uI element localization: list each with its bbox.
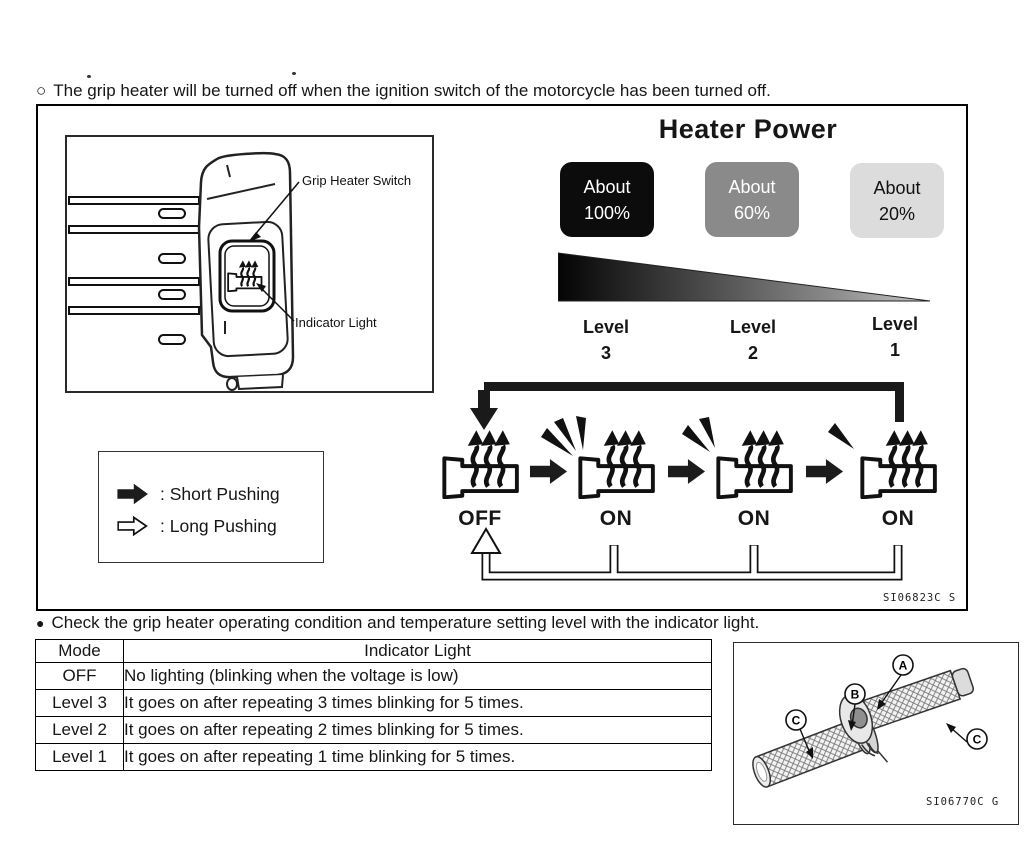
indicator-light-table bbox=[35, 639, 712, 771]
switch-figure-box bbox=[65, 135, 434, 393]
state-flow-diagram bbox=[437, 377, 992, 607]
power-box-100 bbox=[560, 162, 654, 237]
level-word: Level bbox=[729, 317, 777, 337]
state-label-on: ON bbox=[599, 507, 633, 530]
legend-row-short-push bbox=[114, 478, 323, 510]
power-box-line2: 20% bbox=[878, 203, 916, 224]
col-header-mode: Mode bbox=[36, 640, 124, 663]
level-1-label bbox=[850, 311, 940, 363]
grip-heater-switch-button bbox=[220, 241, 274, 311]
legend-row-long-push bbox=[114, 510, 323, 542]
table-row bbox=[36, 744, 712, 771]
indicator-cell: It goes on after repeating 3 times blinking for 5 times. bbox=[124, 690, 712, 717]
power-box-line2: 100% bbox=[583, 202, 631, 223]
level-3-label bbox=[561, 314, 651, 366]
table-row bbox=[36, 663, 712, 690]
long-push-arrow-icon bbox=[114, 515, 152, 537]
col-header-indicator: Indicator Light bbox=[124, 640, 712, 663]
part-label-a: A bbox=[898, 658, 908, 673]
level-2-label bbox=[708, 314, 798, 366]
indicator-cell: It goes on after repeating 2 times blinking for 5 times. bbox=[124, 717, 712, 744]
mode-cell: Level 2 bbox=[36, 717, 124, 744]
grip-parts-figure-box bbox=[733, 642, 1019, 825]
short-push-arrow-icon bbox=[668, 459, 705, 484]
grip-heater-icon-off bbox=[444, 430, 517, 497]
grip-heater-icon-level1 bbox=[862, 430, 935, 497]
power-box-60 bbox=[705, 162, 799, 237]
grip-parts-drawing bbox=[734, 643, 1015, 821]
table-row bbox=[36, 690, 712, 717]
top-note bbox=[36, 81, 771, 101]
state-label-off: OFF bbox=[458, 507, 502, 530]
part-label-b: B bbox=[850, 687, 860, 702]
indicator-callout-label: Indicator Light bbox=[295, 315, 377, 330]
power-box-line1: About bbox=[583, 176, 631, 197]
mode-cell: Level 1 bbox=[36, 744, 124, 771]
push-legend-box bbox=[98, 451, 324, 563]
scan-artifact-dot bbox=[87, 75, 91, 78]
figure-code: SI06770C G bbox=[926, 796, 1000, 808]
top-note-text: The grip heater will be turned off when the ignition switch of the motorcycle has been turned off. bbox=[53, 81, 771, 100]
figure-code: SI06823C S bbox=[883, 592, 957, 604]
scan-artifact-dot bbox=[292, 72, 296, 75]
short-push-arrow-icon bbox=[530, 459, 567, 484]
power-box-line2: 60% bbox=[733, 202, 771, 223]
level-word: Level bbox=[871, 314, 919, 334]
mode-cell: OFF bbox=[36, 663, 124, 690]
long-push-up-arrow bbox=[472, 529, 500, 553]
long-push-return-path bbox=[486, 545, 898, 576]
long-push-return-path-inner bbox=[486, 546, 898, 576]
check-note bbox=[36, 613, 759, 634]
grip-heater-icon-level3 bbox=[580, 430, 653, 497]
circle-bullet: ○ bbox=[36, 81, 47, 100]
table-header-row bbox=[36, 640, 712, 663]
state-label-on: ON bbox=[737, 507, 771, 530]
short-push-arrow-icon bbox=[114, 483, 152, 505]
table-row bbox=[36, 717, 712, 744]
part-label-c: C bbox=[972, 732, 982, 747]
level-number: 1 bbox=[889, 340, 900, 360]
power-gradient-triangle bbox=[558, 252, 930, 304]
disc-bullet: ● bbox=[36, 615, 45, 631]
blink-rays-3 bbox=[541, 416, 586, 456]
handlebar-lines bbox=[69, 197, 199, 344]
state-label-on: ON bbox=[881, 507, 915, 530]
blink-rays-2 bbox=[682, 417, 715, 452]
heater-power-title: Heater Power bbox=[658, 114, 838, 144]
indicator-cell: It goes on after repeating 1 time blinking for 5 times. bbox=[124, 744, 712, 771]
mode-cell: Level 3 bbox=[36, 690, 124, 717]
power-box-line1: About bbox=[728, 176, 776, 197]
blink-rays-1 bbox=[828, 423, 854, 449]
indicator-cell: No lighting (blinking when the voltage is low) bbox=[124, 663, 712, 690]
level-word: Level bbox=[582, 317, 630, 337]
legend-label: : Short Pushing bbox=[160, 483, 280, 504]
part-label-c: C bbox=[791, 713, 801, 728]
legend-label: : Long Pushing bbox=[160, 515, 277, 536]
level-number: 3 bbox=[600, 343, 611, 363]
loop-back-bracket bbox=[470, 382, 904, 430]
check-note-text: Check the grip heater operating condition and temperature setting level with the indicator light. bbox=[51, 613, 760, 632]
short-push-arrow-icon bbox=[806, 459, 843, 484]
power-box-20 bbox=[850, 163, 944, 238]
switch-callout-label: Grip Heater Switch bbox=[302, 173, 412, 188]
level-number: 2 bbox=[747, 343, 758, 363]
grip-heater-icon-level2 bbox=[718, 430, 791, 497]
heater-figure-box bbox=[36, 104, 968, 611]
power-box-line1: About bbox=[873, 177, 921, 198]
